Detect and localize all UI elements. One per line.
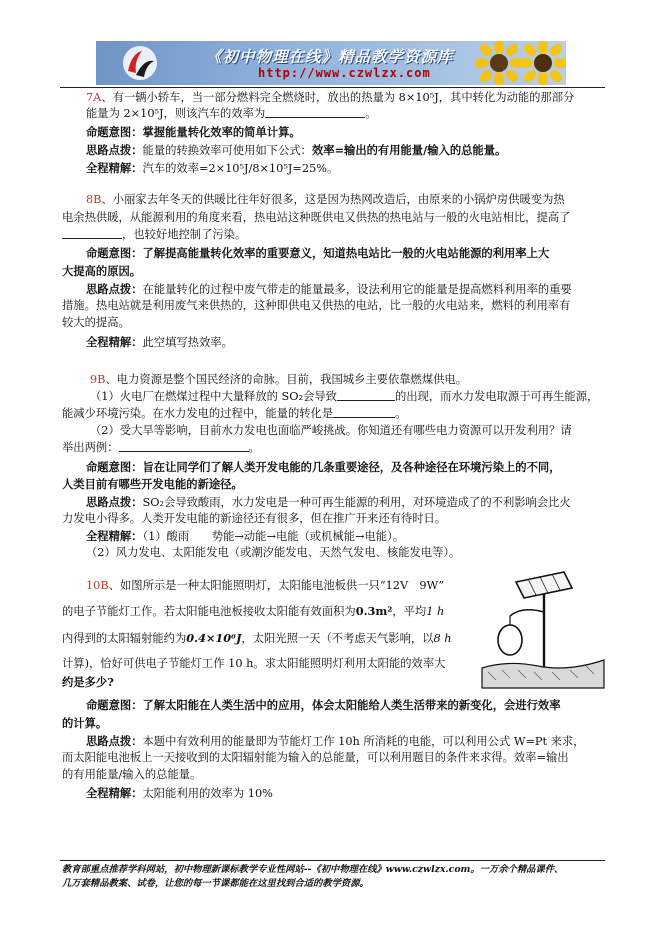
answer-9b-cont: （2）风力发电、太阳能发电（或潮汐能发电、天然气发电、核能发电等）。: [86, 546, 461, 559]
banner-url[interactable]: http://www.czwlzx.com: [258, 66, 431, 80]
question-10b-line4: 计算)，恰好可供电子节能灯工作 10 h。求太阳能照明灯利用太阳能的效率大: [62, 657, 446, 670]
answer-blank: [119, 440, 249, 452]
banner-title: 《初中物理在线》精品教学资源库: [206, 47, 454, 66]
hint-8b-cont1: 措施。热电站就是利用废气来供热的，这种即供电又供热的电站，比一般的火电站来，燃料的利用率有: [62, 299, 571, 312]
question-id: 8B: [86, 193, 102, 206]
answer-10b: 全程精解：太阳能利用的效率为 10%: [86, 786, 273, 800]
hint-8b: 思路点拨：在能量转化的过程中废气带走的能量最多，设法利用它的能量是提高燃料利用率的重要: [86, 282, 572, 296]
sunflower-icon: [476, 41, 522, 85]
question-7a-line2: 能量为 2×10⁵J，则该汽车的效率为 。: [86, 107, 377, 120]
question-8b-line1: 8B、小丽家去年冬天的供暖比往年好很多，这是因为热网改造后，由原来的小锅炉房供暖变为热: [86, 193, 565, 206]
question-id: 9B: [90, 373, 106, 386]
answer-blank: [337, 389, 395, 401]
footer-line1: 教育部重点推荐学科网站，初中物理新课标教学专业性网站--《初中物理在线》www.czwlzx.com。一万余个精品课件、: [62, 864, 564, 875]
intent-10b: 命题意图：了解太阳能在人类生活中的应用，体会太阳能给人类生活带来的新变化，会进行效率: [86, 698, 561, 712]
footer-line2: 几万套精品教案、试卷，让您的每一节课都能在这里找到合适的教学资源。: [62, 878, 369, 889]
lamp-bulb-icon: [498, 625, 522, 655]
answer-blank: [265, 106, 365, 118]
hint-9b: 思路点拨：SO₂会导致酸雨，水力发电是一种可再生能源的利用，对环境造成了的不利影响会比火: [86, 495, 571, 509]
intent-7a: 命题意图：掌握能量转化效率的简单计算。: [86, 125, 301, 139]
intent-10b-cont: 的计算。: [62, 716, 108, 730]
answer-8b: 全程精解：此空填写热效率。: [86, 335, 233, 349]
question-9b-line4: （2）受大旱等影响，目前水力发电也面临严峻挑战。你知道还有哪些电力资源可以开发利用？请: [90, 424, 572, 437]
answer-9b: 全程精解：（1）酸雨 势能→动能→电能（或机械能→电能）。: [86, 529, 405, 543]
hint-10b: 思路点拨：本题中有效利用的能量即为节能灯工作 10h 所消耗的电能，可以利用公式 W=Pt 来求，: [86, 734, 585, 748]
hint-8b-cont2: 较大的提高。: [62, 316, 130, 329]
question-8b-line3: ，也较好地控制了污染。: [62, 227, 246, 243]
sunflower-icon: [520, 41, 566, 85]
hint-10b-cont2: 的有用能量/输入的总能量。: [62, 768, 202, 781]
answer-7a: 全程精解：汽车的效率=2×10⁵J/8×10⁵J=25%。: [86, 161, 339, 175]
intent-8b-cont: 大提高的原因。: [62, 264, 142, 278]
logo-icon: [122, 45, 158, 81]
question-9b-line1: 9B、电力资源是整个国民经济的命脉。目前，我国城乡主要依靠燃煤供电。: [90, 373, 468, 386]
header-banner: [96, 41, 566, 85]
question-id: 10B: [86, 579, 109, 592]
question-9b-line2: （1）火电厂在燃煤过程中大量释放的 SO₂会导致 的出现，而水力发电取源于可再生能源，: [90, 390, 599, 403]
answer-blank: [62, 227, 122, 239]
hint-7a: 思路点拨：能量的转换效率可使用如下公式：效率=输出的有用能量/输入的总能量。: [86, 143, 507, 157]
question-10b-line3: 内得到的太阳辐射能约为0.4×10⁶J，太阳光照一天（不考虑天气影响，以8 h: [62, 631, 452, 645]
question-10b-line2: 的电子节能灯工作。若太阳能电池板接收太阳能有效面积为0.3m²，平均1 h: [62, 604, 445, 618]
solar-lamp-figure: [478, 568, 608, 690]
header-rule: [60, 87, 605, 88]
question-9b-line3: 能减少环境污染。在水力发电的过程中，能量的转化是 。: [62, 407, 407, 420]
intent-9b-cont: 人类目前有哪些开发电能的新途径。: [62, 477, 243, 491]
question-10b-line1: 10B、如图所示是一种太阳能照明灯，太阳能电池板供一只“12V 9W”: [86, 579, 445, 592]
intent-9b: 命题意图：旨在让同学们了解人类开发电能的几条重要途径，及各种途径在环境污染上的不同，: [86, 460, 561, 474]
answer-blank: [333, 406, 395, 418]
intent-8b: 命题意图：了解提高能量转化效率的重要意义，知道热电站比一般的火电站能源的利用率上大: [86, 246, 550, 260]
footer-rule: [60, 860, 605, 861]
question-8b-line2: 电余热供暖，从能源利用的角度来看，热电站这种既供电又供热的热电站与一般的火电站相比，提高了: [62, 211, 571, 224]
question-9b-line5: 举出两例： 。: [62, 441, 260, 454]
question-id: 7A: [86, 91, 102, 104]
hint-10b-cont1: 而太阳能电池板上一天接收到的太阳辐射能为输入的总能量，可以利用题目的条件来求得。效率=输出: [62, 751, 569, 764]
hint-9b-cont: 力发电小得多。人类开发电能的新途径还有很多，但在推广开来还有待时日。: [62, 512, 447, 525]
question-10b-line5: 约是多少?: [62, 675, 114, 689]
question-7a-line1: 7A、有一辆小轿车，当一部分燃料完全燃烧时，放出的热量为 8×10⁵J，其中转化为动能的那部分: [86, 91, 575, 104]
